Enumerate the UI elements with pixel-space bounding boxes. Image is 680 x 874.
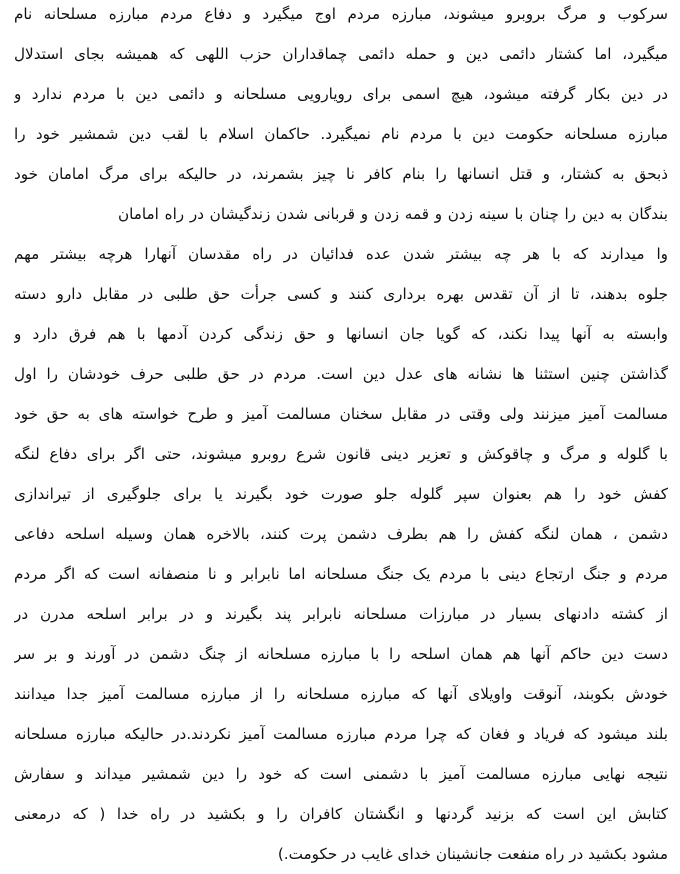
text-line: مسالمت آمیز میزنند ولی وقتی در مقابل سخنان مسالمت آمیز و طرح خواسته های به حق خود: [14, 405, 668, 423]
text-line: دست دین حاکم آنها هم همان اسلحه را با مبارزه مسلحانه از چنگ دشمن در آورند و بر سر: [14, 645, 668, 663]
text-line: کتابش این است که بزنید گردنها و انگشتان کافران را و بکشید در راه خدا ( که درمعنی: [14, 805, 668, 823]
text-line: نتیجه نهایی مبارزه مسالمت آمیز با دشمنی است که خود را دین شمشیر میداند و سفارش: [14, 765, 668, 783]
text-line: مبارزه مسلحانه حکومت دین با مردم نام نمیگیرد. حاکمان اسلام با لقب دین شمشیر خود را: [14, 125, 668, 143]
text-line: میگیرد، اما کشتار دائمی دین و حمله دائمی چماقداران حزب اللهی که همیشه بجای استدلال: [14, 45, 668, 63]
text-line: از کشته دادنهای بسیار در مبارزات مسلحانه نابرابر پند بگیرند و در برابر اسلحه مدرن در: [14, 605, 668, 623]
text-line: با گلوله و مرگ و چاقوکش و تعزیر دینی قانون شرع روبرو میشوند، حتی اگر برای دفاع لنگه: [14, 445, 668, 463]
text-line: گذاشتن چنین استثنا ها نشانه های عدل دین است. مردم در حق طلبی حرف خودشان را اول: [14, 365, 668, 383]
text-line: کفش خود را هم بعنوان سپر گلوله جلو صورت خود بگیرند یا برای جلوگیری از تیراندازی: [14, 485, 668, 503]
text-line: بندگان به دین را چنان با سینه زدن و قمه زدن و قربانی شدن زندگیشان در راه امامان: [118, 205, 668, 223]
body-text: [14, 0, 668, 874]
text-line-last: مشود بکشید در راه منفعت جانشینان خدای غایب در حکومت.): [277, 845, 668, 863]
text-line: وابسته به آنها پیدا نکند، که گویا جان انسانها و حق زندگی کردن آدمها با هم فرق دارد و: [14, 325, 668, 343]
text-line: دشمن ، همان لنگه کفش را هم بطرف دشمن پرت کنند، بالاخره همان وسیله اسلحه دفاعی: [14, 525, 668, 543]
text-line: خودش بکوبند، آنوقت واویلای آنها که مبارزه مسلحانه را از مبارزه مسالمت آمیز جدا میدانند: [14, 685, 668, 703]
text-line: مردم و جنگ ارتجاع دینی با مردم یک جنگ مسلحانه اما نابرابر و نا منصفانه است که اگر مردم: [14, 565, 668, 583]
text-line: سرکوب و مرگ بروبرو میشوند، مبارزه مردم اوج میگیرد و دفاع مردم مبارزه مسلحانه نام: [14, 5, 668, 23]
text-line: ذبحق به کشتار، و قتل انسانها را بنام کافر نا چیز بشمرند، در حالیکه برای مرگ امامان خود: [14, 165, 668, 183]
text-line: جلوه بدهند، تا از آن تقدس بهره برداری کنند و کسی جرأت حق طلبی در مقابل دارو دسته: [14, 285, 668, 303]
text-line: بلند میشود که فریاد و فغان که چرا مردم مبارزه مسالمت آمیز نکردند.در حالیکه مبارزه مسلحانه: [14, 725, 668, 743]
text-line: در دین بکار گرفته میشود، هیچ اسمی برای رویارویی مسلحانه و دائمی دین با مردم ندارد و: [14, 85, 668, 103]
text-line: وا میدارند که با هر چه بیشتر شدن عده فدائیان در راه مقدسان آنهارا هرچه بیشتر مهم: [14, 245, 668, 263]
